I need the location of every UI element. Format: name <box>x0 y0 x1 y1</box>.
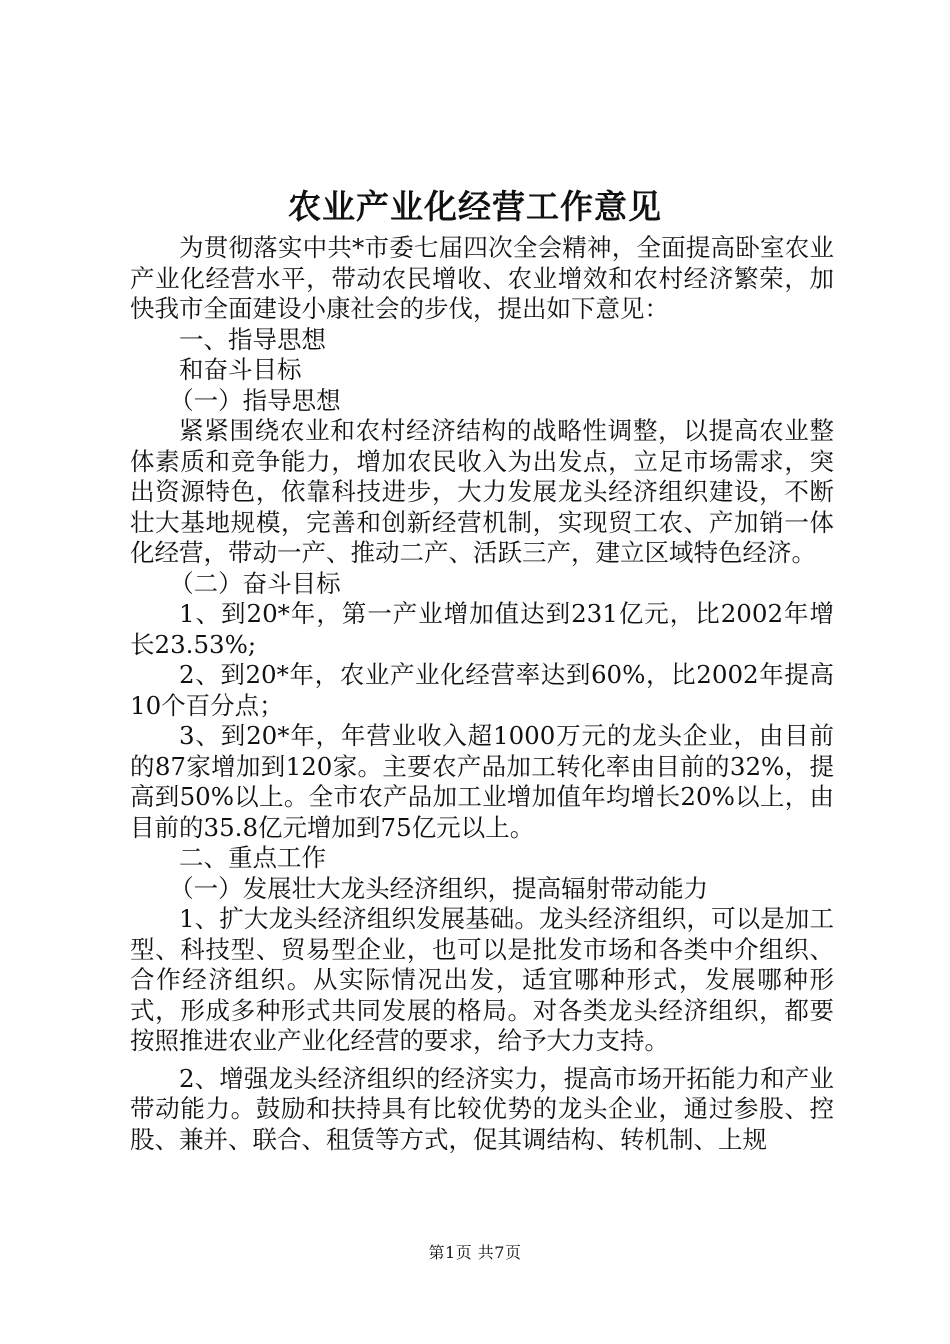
goal-item-1: 1、到20*年，第一产业增加值达到231亿元，比2002年增长23.53%; <box>130 599 834 659</box>
subsection-heading-guiding-ideology: （一）指导思想 <box>169 385 341 415</box>
goal-item-2: 2、到20*年，农业产业化经营率达到60%，比2002年提高10个百分点； <box>130 660 834 720</box>
section-heading-guiding-ideology: 一、指导思想 <box>179 324 326 354</box>
intro-paragraph: 为贯彻落实中共*市委七届四次全会精神，全面提高卧室农业产业化经营水平，带动农民增收、农业增效和农村经济繁荣，加快我市全面建设小康社会的步伐，提出如下意见： <box>130 233 834 323</box>
subsection-heading-leading-orgs: （一）发展壮大龙头经济组织，提高辐射带动能力 <box>169 873 709 903</box>
page-footer: 第1页 共7页 <box>428 1243 522 1262</box>
document-body <box>130 233 834 1155</box>
key-work-item-1: 1、扩大龙头经济组织发展基础。龙头经济组织，可以是加工型、科技型、贸易型企业，也可以是批发市场和各类中介组织、合作经济组织。从实际情况出发，适宜哪种形式，发展哪种形式，形成多种形式共同发展的格局。对各类龙头经济组织，都要按照推进农业产业化经营的要求，给予大力支持。 <box>130 904 834 1055</box>
section-heading-key-work: 二、重点工作 <box>179 843 326 872</box>
guiding-ideology-paragraph: 紧紧围绕农业和农村经济结构的战略性调整，以提高农业整体素质和竞争能力，增加农民收入为出发点，立足市场需求，突出资源特色，依靠科技进步，大力发展龙头经济组织建设，不断壮大基地规模，完善和创新经营机制，实现贸工农、产加销一体化经营，带动一产、推动二产、活跃三产，建立区域特色经济。 <box>130 416 834 567</box>
subsection-heading-goals: （二）奋斗目标 <box>169 568 341 598</box>
key-work-item-2: 2、增强龙头经济组织的经济实力，提高市场开拓能力和产业带动能力。鼓励和扶持具有比较优势的龙头企业，通过参股、控股、兼并、联合、租赁等方式，促其调结构、转机制、上规 <box>130 1063 834 1154</box>
section-heading-continuation: 和奋斗目标 <box>179 355 302 384</box>
document-title: 农业产业化经营工作意见 <box>288 187 662 226</box>
goal-item-3: 3、到20*年，年营业收入超1000万元的龙头企业，由目前的87家增加到120家。主要农产品加工转化率由目前的32%，提高到50%以上。全市农产品加工业增加值年均增长20%以上，由目前的35.8亿元增加到75亿元以上。 <box>130 721 834 842</box>
